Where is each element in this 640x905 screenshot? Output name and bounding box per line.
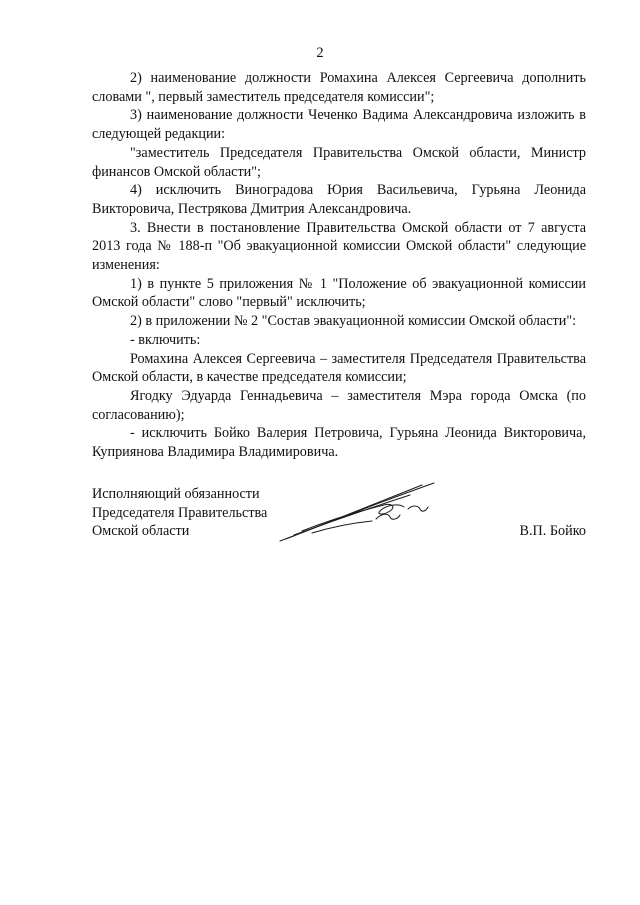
paragraph-exclude-list: - исключить Бойко Валерия Петровича, Гурьяна Леонида Викторовича, Куприянова Владимира Владимировича. [92, 425, 586, 461]
paragraph-exclude-members: 4) исключить Виноградова Юрия Васильевича, Гурьяна Леонида Викторовича, Пестрякова Дмитрия Александровича. [92, 182, 586, 217]
signature-block [92, 485, 586, 545]
signer-name: В.П. Бойко [519, 523, 586, 539]
handwritten-signature [272, 479, 442, 549]
signer-title-line: Исполняющий обязанности [92, 486, 260, 502]
document-body [92, 69, 586, 462]
paragraph-item-1-appendix-1: 1) в пункте 5 приложения № 1 "Положение об эвакуационной комиссии Омской области" слово "первый" исключить; [92, 275, 586, 311]
signer-title-line: Председателя Правительства [92, 504, 268, 521]
paragraph-include-romakhin: Ромахина Алексея Сергеевича – заместителя Председателя Правительства Омской области, в качестве председателя комиссии; [92, 350, 586, 386]
paragraph-section-3: 3. Внести в постановление Правительства Омской области от 7 августа 2013 года № 188-п "Об эвакуационной комиссии Омской области" следующие изменения: [92, 219, 586, 274]
page-number: 2 [316, 45, 324, 61]
signer-title-line: Омской области [92, 523, 190, 540]
paragraph-chechenko-new-wording: "заместитель Председателя Правительства Омской области, Министр финансов Омской области"; [92, 144, 586, 180]
paragraph-amend-chechenko-position: 3) наименование должности Чеченко Вадима Александровича изложить в следующей редакции: [92, 107, 586, 143]
paragraph-include-yagodka: Ягодку Эдуарда Геннадьевича – заместителя Мэра города Омска (по согласованию); [92, 387, 586, 423]
paragraph-include-label: - включить: [130, 331, 201, 348]
paragraph-amend-romakhin-position: 2) наименование должности Ромахина Алексея Сергеевича дополнить словами ", первый заместитель председателя комиссии"; [92, 70, 586, 105]
paragraph-item-2-appendix-2: 2) в приложении № 2 "Состав эвакуационной комиссии Омской области": [130, 313, 577, 330]
